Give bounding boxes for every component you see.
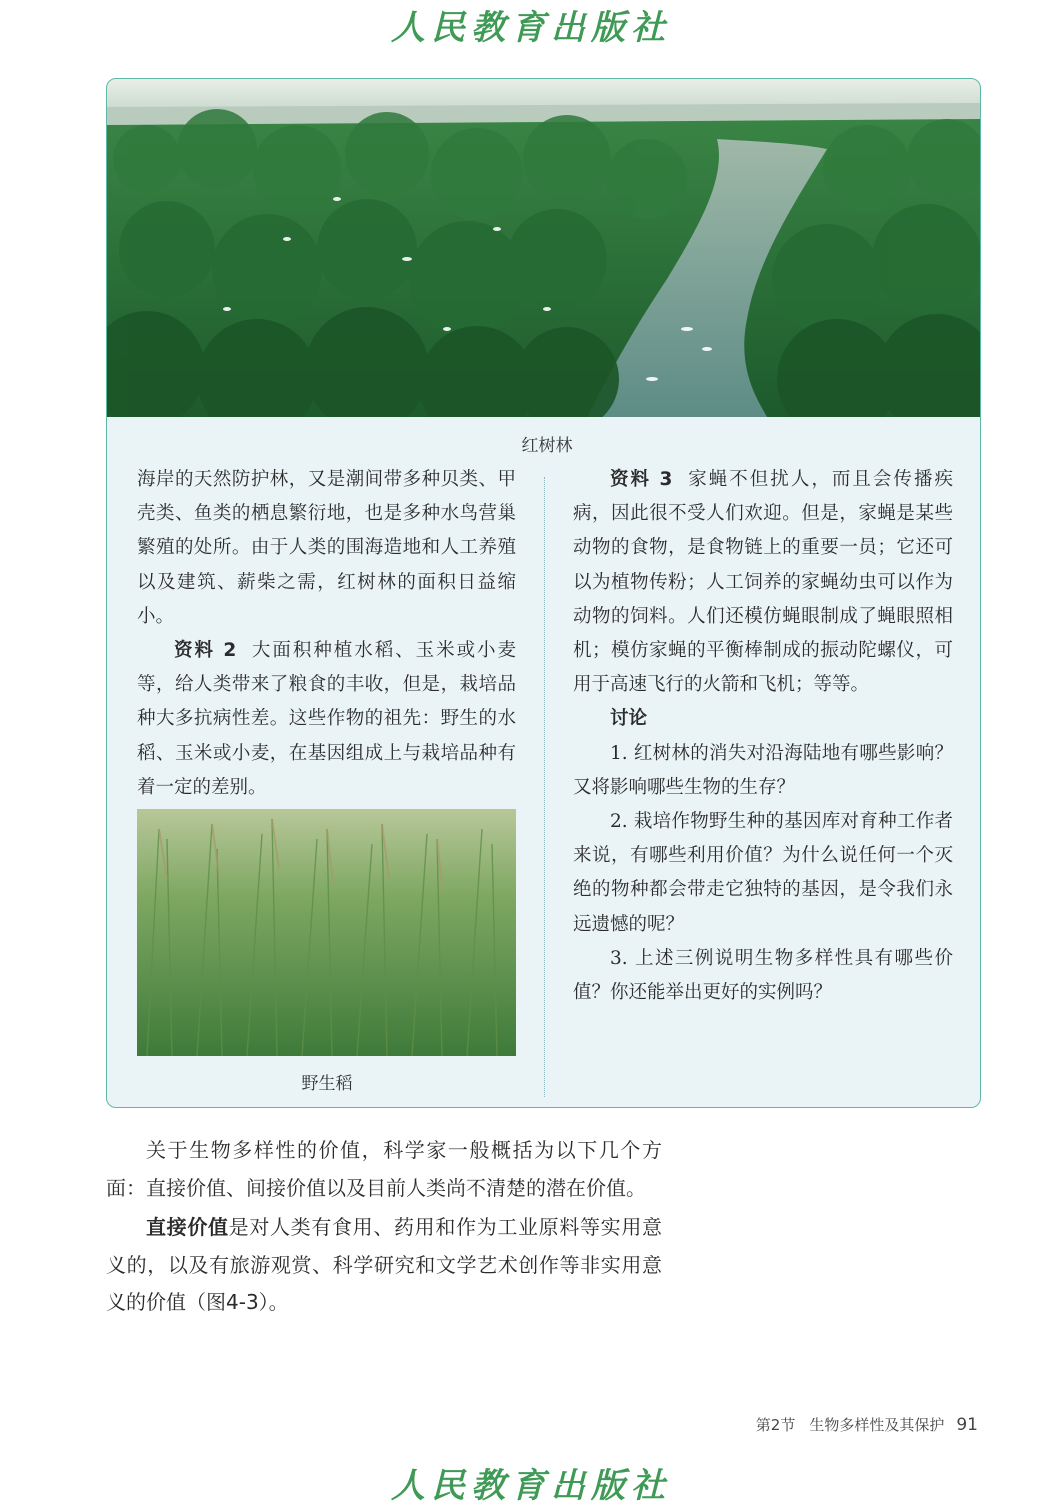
material-2-label: 资料 2	[174, 640, 237, 662]
discussion-question: 3. 上述三例说明生物多样性具有哪些价值？你还能举出更好的实例吗？	[573, 947, 953, 1004]
body-paragraph: 关于生物多样性的价值，科学家一般概括为以下几个方面：直接价值、间接价值以及目前人类尚不清楚的潜在价值。	[106, 1138, 662, 1200]
publisher-watermark-top: 人民教育出版社	[391, 8, 671, 48]
material-3-label: 资料 3	[610, 469, 673, 490]
mangrove-photo-caption: 红树林	[521, 436, 573, 456]
right-column	[573, 463, 953, 1010]
wild-rice-photo	[137, 809, 516, 1056]
material-box	[106, 78, 981, 1108]
section-label: 第2节	[755, 1416, 796, 1434]
mangrove-paragraph: 海岸的天然防护林，又是潮间带多种贝类、甲壳类、鱼类的栖息繁衍地，也是多种水鸟营巢繁殖的处所。由于人类的围海造地和人工养殖以及建筑、薪柴之需，红树林的面积日益缩小。	[137, 469, 516, 627]
direct-value-term: 直接价值	[146, 1215, 229, 1239]
material-2-paragraph	[137, 634, 516, 805]
page-footer	[756, 1414, 978, 1435]
column-divider	[544, 477, 545, 1097]
mangrove-photo	[107, 79, 980, 417]
material-3-paragraph	[573, 463, 953, 702]
discussion-question: 1. 红树林的消失对沿海陆地有哪些影响？又将影响哪些生物的生存？	[573, 742, 953, 798]
publisher-watermark-bottom: 人民教育出版社	[391, 1466, 671, 1506]
direct-value-definition: 是对人类有食用、药用和作为工业原料等实用意义的，以及有旅游观赏、科学研究和文学艺术创作等非实用意义的价值（图4-3）。	[106, 1215, 663, 1314]
section-title: 生物多样性及其保护	[809, 1416, 945, 1434]
page-number: 91	[956, 1415, 978, 1435]
wild-rice-photo-caption: 野生稻	[301, 1074, 353, 1094]
main-body	[106, 1132, 662, 1324]
material-2-text: 大面积种植水稻、玉米或小麦等，给人类带来了粮食的丰收，但是，栽培品种大多抗病性差。这些作物的祖先：野生的水稻、玉米或小麦，在基因组成上与栽培品种有着一定的差别。	[137, 640, 516, 798]
discussion-title: 讨论	[610, 708, 648, 730]
material-3-text: 家蝇不但扰人，而且会传播疾病，因此很不受人们欢迎。但是，家蝇是某些动物的食物，是食物链上的重要一员；它还可以为植物传粉；人工饲养的家蝇幼虫可以作为动物的饲料。人们还模仿蝇眼制成了蝇眼照相机；模仿家蝇的平衡棒制成的振动陀螺仪，可用于高速飞行的火箭和飞机；等等。	[573, 469, 953, 696]
left-column	[137, 463, 516, 805]
body-paragraph	[106, 1209, 662, 1322]
discussion-question: 2. 栽培作物野生种的基因库对育种工作者来说，有哪些利用价值？为什么说任何一个灭绝的物种都会带走它独特的基因，是令我们永远遗憾的呢？	[573, 811, 953, 935]
